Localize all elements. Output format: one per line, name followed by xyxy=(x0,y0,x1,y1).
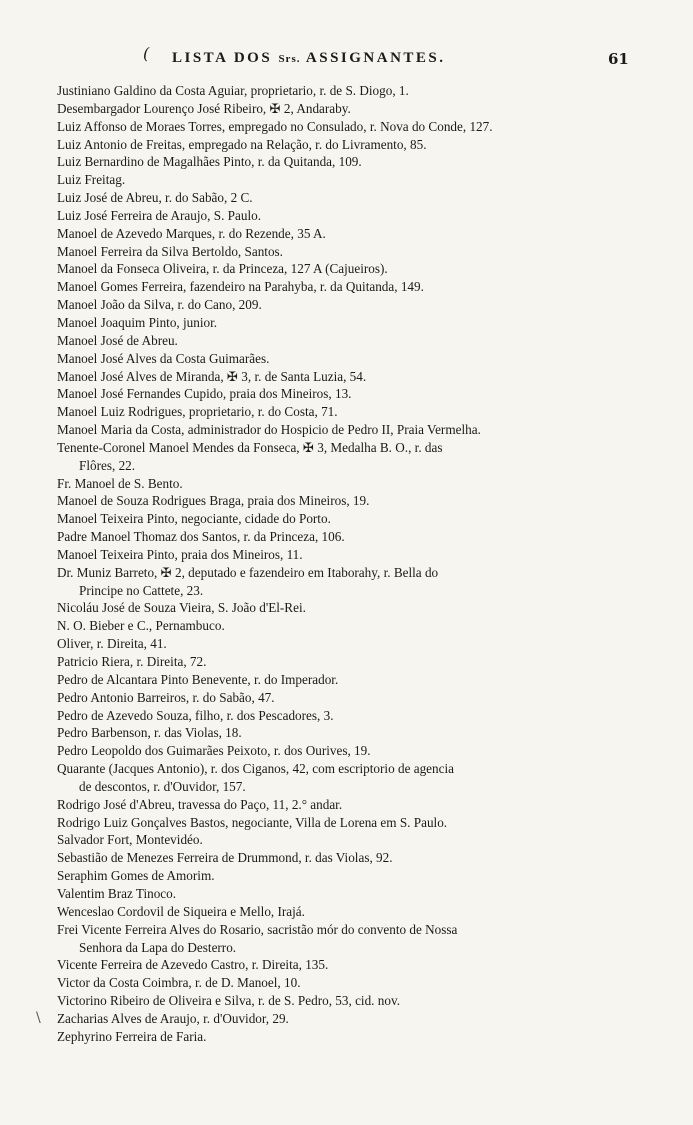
subscriber-entry xyxy=(57,350,647,368)
entry-text: Manoel José Alves da Costa Guimarães. xyxy=(57,350,270,366)
entry-text: Frei Vicente Ferreira Alves do Rosario, sacristão mór do convento de Nossa xyxy=(57,921,458,937)
entry-text: Pedro de Alcantara Pinto Benevente, r. do Imperador. xyxy=(57,671,339,687)
entry-text: Salvador Fort, Montevidéo. xyxy=(57,832,203,848)
entry-text: Patricio Riera, r. Direita, 72. xyxy=(57,654,207,669)
entry-text: Manoel da Fonseca Oliveira, r. da Princeza, 127 A (Cajueiros). xyxy=(57,261,388,277)
subscriber-entry xyxy=(57,100,647,118)
entry-text: Sebastião de Menezes Ferreira de Drummond, r. das Violas, 92. xyxy=(57,850,393,866)
entry-text: Manoel José Alves de Miranda, ✠ 3, r. de Santa Luzia, 54. xyxy=(57,368,367,384)
entry-text: Oliver, r. Direita, 41. xyxy=(57,636,167,652)
subscriber-entry xyxy=(57,742,647,760)
entry-text: Valentim Braz Tinoco. xyxy=(57,885,177,901)
subscriber-entry xyxy=(57,421,647,439)
entry-continuation: de descontos, r. d'Ouvidor, 157. xyxy=(79,778,246,794)
subscriber-entry xyxy=(57,82,647,100)
entry-text: Manoel Teixeira Pinto, negociante, cidade do Porto. xyxy=(57,511,331,527)
subscriber-entry xyxy=(57,617,647,635)
left-margin-mark: ( xyxy=(143,44,150,63)
subscriber-entry xyxy=(57,635,647,653)
subscriber-entry xyxy=(57,136,647,154)
entry-text: Victor da Costa Coimbra, r. de D. Manoel, 10. xyxy=(57,975,301,991)
entry-continuation: Principe no Cattete, 23. xyxy=(79,582,204,598)
subscriber-entry xyxy=(57,385,647,403)
entry-text: Luiz Freitag. xyxy=(57,172,126,188)
running-head-abbrev: Srs. xyxy=(278,53,301,65)
subscriber-entry xyxy=(57,671,647,689)
subscriber-entry xyxy=(57,475,647,493)
subscriber-entry xyxy=(57,368,647,386)
entry-text: Padre Manoel Thomaz dos Santos, r. da Princeza, 106. xyxy=(57,529,345,545)
entry-text: Zephyrino Ferreira de Faria. xyxy=(57,1028,207,1044)
subscriber-entry xyxy=(57,599,647,617)
subscriber-entry xyxy=(57,510,647,528)
entry-text: Justiniano Galdino da Costa Aguiar, proprietario, r. de S. Diogo, 1. xyxy=(57,83,409,98)
entry-text: Manoel de Azevedo Marques, r. do Rezende, 35 A. xyxy=(57,225,326,241)
entry-text: Manoel Maria da Costa, administrador do Hospicio de Pedro II, Praia Vermelha. xyxy=(57,422,481,438)
entry-text: Wenceslao Cordovil de Siqueira e Mello, Irajá. xyxy=(57,903,305,919)
page-number: 61 xyxy=(608,50,629,68)
subscriber-entry xyxy=(57,207,647,225)
subscriber-entry xyxy=(57,171,647,189)
page-header xyxy=(0,44,693,72)
subscriber-entry xyxy=(57,189,647,207)
subscriber-entry xyxy=(57,689,647,707)
entry-text: Manoel Joaquim Pinto, junior. xyxy=(57,314,218,330)
subscriber-entry xyxy=(57,528,647,546)
entry-text: Manoel João da Silva, r. do Cano, 209. xyxy=(57,297,262,313)
subscriber-entry xyxy=(57,849,647,867)
subscriber-entry xyxy=(57,564,647,600)
entry-text: Manoel de Souza Rodrigues Braga, praia dos Mineiros, 19. xyxy=(57,493,370,509)
subscriber-entry xyxy=(57,867,647,885)
running-head-rest: ASSIGNANTES. xyxy=(305,50,446,66)
entry-text: Nicoláu José de Souza Vieira, S. João d'El-Rei. xyxy=(57,600,306,616)
subscriber-entry xyxy=(57,1010,647,1028)
subscriber-entry xyxy=(57,760,647,796)
entry-text: Pedro Barbenson, r. das Violas, 18. xyxy=(57,725,242,741)
subscriber-entry xyxy=(57,278,647,296)
bottom-margin-mark: \ xyxy=(36,1010,41,1026)
entry-text: Pedro Antonio Barreiros, r. do Sabão, 47. xyxy=(57,689,275,705)
running-head xyxy=(172,50,446,67)
subscriber-entry xyxy=(57,492,647,510)
entry-text: Vicente Ferreira de Azevedo Castro, r. Direita, 135. xyxy=(57,957,329,973)
entry-text: Manoel Luiz Rodrigues, proprietario, r. do Costa, 71. xyxy=(57,404,338,420)
entry-continuation: Flôres, 22. xyxy=(79,457,136,473)
subscriber-entry xyxy=(57,1028,647,1046)
subscriber-entry xyxy=(57,260,647,278)
entry-text: Manoel Teixeira Pinto, praia dos Mineiros, 11. xyxy=(57,546,303,562)
subscriber-entry xyxy=(57,153,647,171)
subscriber-entry xyxy=(57,653,647,671)
subscriber-entry xyxy=(57,974,647,992)
entry-text: Luiz Antonio de Freitas, empregado na Relação, r. do Livramento, 85. xyxy=(57,136,427,152)
subscriber-entry xyxy=(57,546,647,564)
entry-text: N. O. Bieber e C., Pernambuco. xyxy=(57,618,225,634)
subscriber-entry xyxy=(57,403,647,421)
entry-text: Luiz José Ferreira de Araujo, S. Paulo. xyxy=(57,207,261,223)
entry-text: Seraphim Gomes de Amorim. xyxy=(57,868,215,884)
entry-text: Manoel Gomes Ferreira, fazendeiro na Parahyba, r. da Quitanda, 149. xyxy=(57,279,424,295)
subscriber-entry xyxy=(57,956,647,974)
subscriber-entry xyxy=(57,921,647,957)
subscriber-entry xyxy=(57,796,647,814)
subscriber-entry xyxy=(57,243,647,261)
subscriber-entry xyxy=(57,707,647,725)
entry-text: Manoel José Fernandes Cupido, praia dos Mineiros, 13. xyxy=(57,386,352,402)
entry-text: Pedro de Azevedo Souza, filho, r. dos Pescadores, 3. xyxy=(57,707,334,723)
entry-text: Manoel José de Abreu. xyxy=(57,332,178,348)
entry-text: Luiz Affonso de Moraes Torres, empregado no Consulado, r. Nova do Conde, 127. xyxy=(57,118,493,134)
subscriber-entry xyxy=(57,903,647,921)
entry-text: Zacharias Alves de Araujo, r. d'Ouvidor, 29. xyxy=(57,1010,289,1026)
entry-text: Victorino Ribeiro de Oliveira e Silva, r. de S. Pedro, 53, cid. nov. xyxy=(57,993,400,1009)
subscriber-entry xyxy=(57,439,647,475)
entry-text: Tenente-Coronel Manoel Mendes da Fonseca, ✠ 3, Medalha B. O., r. das xyxy=(57,439,443,455)
subscriber-list xyxy=(57,82,647,1046)
subscriber-entry xyxy=(57,225,647,243)
entry-text: Luiz Bernardino de Magalhães Pinto, r. da Quitanda, 109. xyxy=(57,154,362,170)
entry-text: Desembargador Lourenço José Ribeiro, ✠ 2, Andaraby. xyxy=(57,100,351,116)
running-head-main: LISTA DOS xyxy=(172,50,273,66)
subscriber-entry xyxy=(57,885,647,903)
entry-text: Pedro Leopoldo dos Guimarães Peixoto, r. dos Ourives, 19. xyxy=(57,743,371,759)
subscriber-entry xyxy=(57,814,647,832)
subscriber-entry xyxy=(57,296,647,314)
entry-text: Manoel Ferreira da Silva Bertoldo, Santos. xyxy=(57,243,283,259)
subscriber-entry xyxy=(57,724,647,742)
entry-text: Dr. Muniz Barreto, ✠ 2, deputado e fazendeiro em Itaborahy, r. Bella do xyxy=(57,564,439,580)
subscriber-entry xyxy=(57,992,647,1010)
entry-text: Rodrigo Luiz Gonçalves Bastos, negociante, Villa de Lorena em S. Paulo. xyxy=(57,814,448,830)
subscriber-entry xyxy=(57,118,647,136)
subscriber-entry xyxy=(57,831,647,849)
entry-text: Rodrigo José d'Abreu, travessa do Paço, 11, 2.° andar. xyxy=(57,796,343,812)
entry-text: Luiz José de Abreu, r. do Sabão, 2 C. xyxy=(57,190,253,206)
subscriber-entry xyxy=(57,314,647,332)
entry-continuation: Senhora da Lapa do Desterro. xyxy=(79,939,237,955)
entry-text: Quarante (Jacques Antonio), r. dos Ciganos, 42, com escriptorio de agencia xyxy=(57,761,454,777)
subscriber-entry xyxy=(57,332,647,350)
entry-text: Fr. Manoel de S. Bento. xyxy=(57,475,183,491)
